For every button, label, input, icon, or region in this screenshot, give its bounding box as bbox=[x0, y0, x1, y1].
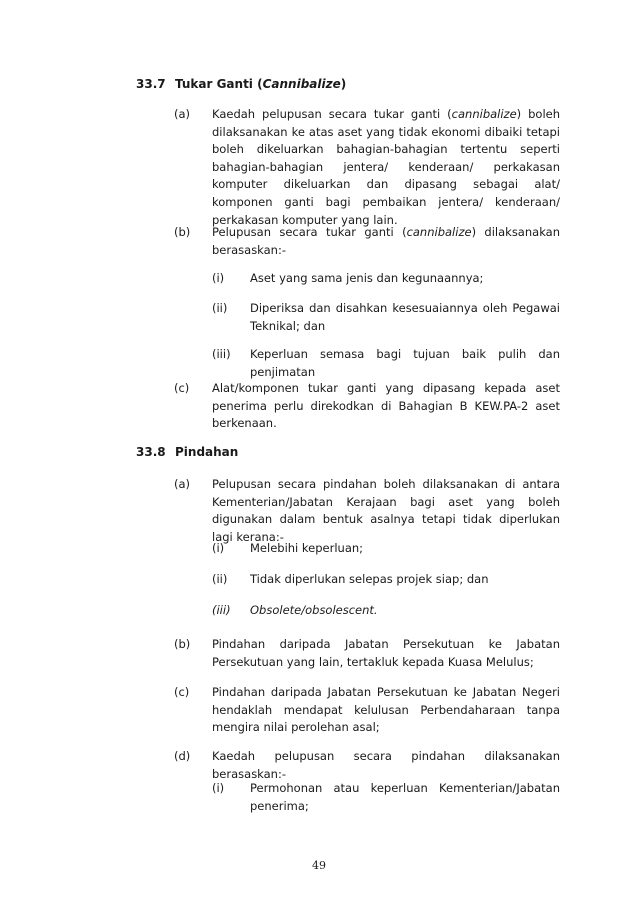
subitem-label: (i) bbox=[212, 781, 225, 795]
subitem-text: Melebihi keperluan; bbox=[250, 541, 364, 555]
subitem-label: (i) bbox=[212, 541, 225, 555]
section-title-suffix: ) bbox=[340, 77, 347, 91]
section-title-italic: Cannibalize bbox=[262, 77, 341, 91]
section-title: Pindahan bbox=[175, 445, 239, 459]
text-run: ) boleh dilaksanakan ke atas aset yang tidak ekonomi dibaiki tetapi boleh dikeluarkan bahagian-bahagian tertentu seperti bahagian-bahagian jentera/ kenderaan/ perkakasan komputer dikeluarkan dan dipasang sebagai alat/ komponen ganti bagi pembaikan jentera/ kenderaan/ perkakasan komputer yang lain. bbox=[212, 107, 560, 227]
subitem-label: (ii) bbox=[212, 572, 228, 586]
item-label: (c) bbox=[174, 381, 190, 395]
paragraph-33-8-c: Pindahan daripada Jabatan Persekutuan ke Jabatan Negeri hendaklah mendapat kelulusan Perbendaharaan tanpa mengira nilai perolehan asal; bbox=[212, 685, 560, 735]
item-label: (a) bbox=[174, 477, 191, 491]
paragraph-33-8-d: Kaedah pelupusan secara pindahan dilaksanakan berasaskan:- bbox=[212, 749, 560, 781]
subitem-text: Obsolete/obsolescent. bbox=[250, 603, 378, 617]
subitem-label: (iii) bbox=[212, 603, 231, 617]
subitem-label: (iii) bbox=[212, 347, 231, 361]
page-number: 49 bbox=[312, 859, 326, 872]
item-label: (a) bbox=[174, 107, 191, 121]
subitem-label: (ii) bbox=[212, 301, 228, 315]
subitem-text: Permohonan atau keperluan Kementerian/Jabatan penerima; bbox=[250, 781, 560, 813]
subitem-text: Aset yang sama jenis dan kegunaannya; bbox=[250, 271, 484, 285]
section-heading-33-8 bbox=[136, 444, 238, 462]
section-number: 33.7 bbox=[136, 77, 166, 91]
subitem-text: Diperiksa dan disahkan kesesuaiannya oleh Pegawai Teknikal; dan bbox=[250, 301, 560, 333]
text-run: Kaedah pelupusan secara tukar ganti ( bbox=[212, 107, 452, 121]
section-number: 33.8 bbox=[136, 445, 166, 459]
paragraph-33-7-a bbox=[212, 106, 560, 229]
italic-term: cannibalize bbox=[451, 107, 517, 121]
paragraph-33-8-a: Pelupusan secara pindahan boleh dilaksanakan di antara Kementerian/Jabatan Kerajaan bagi aset yang boleh digunakan dalam bentuk asalnya tetapi tidak diperlukan lagi kerana:- bbox=[212, 477, 560, 544]
paragraph-33-8-b: Pindahan daripada Jabatan Persekutuan ke Jabatan Persekutuan yang lain, tertakluk kepada Kuasa Melulus; bbox=[212, 637, 560, 669]
item-label: (c) bbox=[174, 685, 190, 699]
item-label: (b) bbox=[174, 225, 191, 239]
subitem-text: Keperluan semasa bagi tujuan baik pulih dan penjimatan bbox=[250, 347, 560, 379]
italic-term: cannibalize bbox=[406, 225, 472, 239]
subitem-text: Tidak diperlukan selepas projek siap; dan bbox=[250, 572, 489, 586]
paragraph-33-7-c: Alat/komponen tukar ganti yang dipasang kepada aset penerima perlu direkodkan di Bahagian B KEW.PA-2 aset berkenaan. bbox=[212, 381, 560, 431]
paragraph-33-7-b bbox=[212, 224, 560, 259]
subitem-label: (i) bbox=[212, 271, 225, 285]
section-title-prefix: Tukar Ganti ( bbox=[175, 77, 263, 91]
section-heading-33-7 bbox=[136, 76, 346, 94]
item-label: (b) bbox=[174, 637, 191, 651]
item-label: (d) bbox=[174, 749, 191, 763]
text-run: Pelupusan secara tukar ganti ( bbox=[212, 225, 407, 239]
text-run: ) dilaksanakan berasaskan:- bbox=[212, 225, 560, 257]
